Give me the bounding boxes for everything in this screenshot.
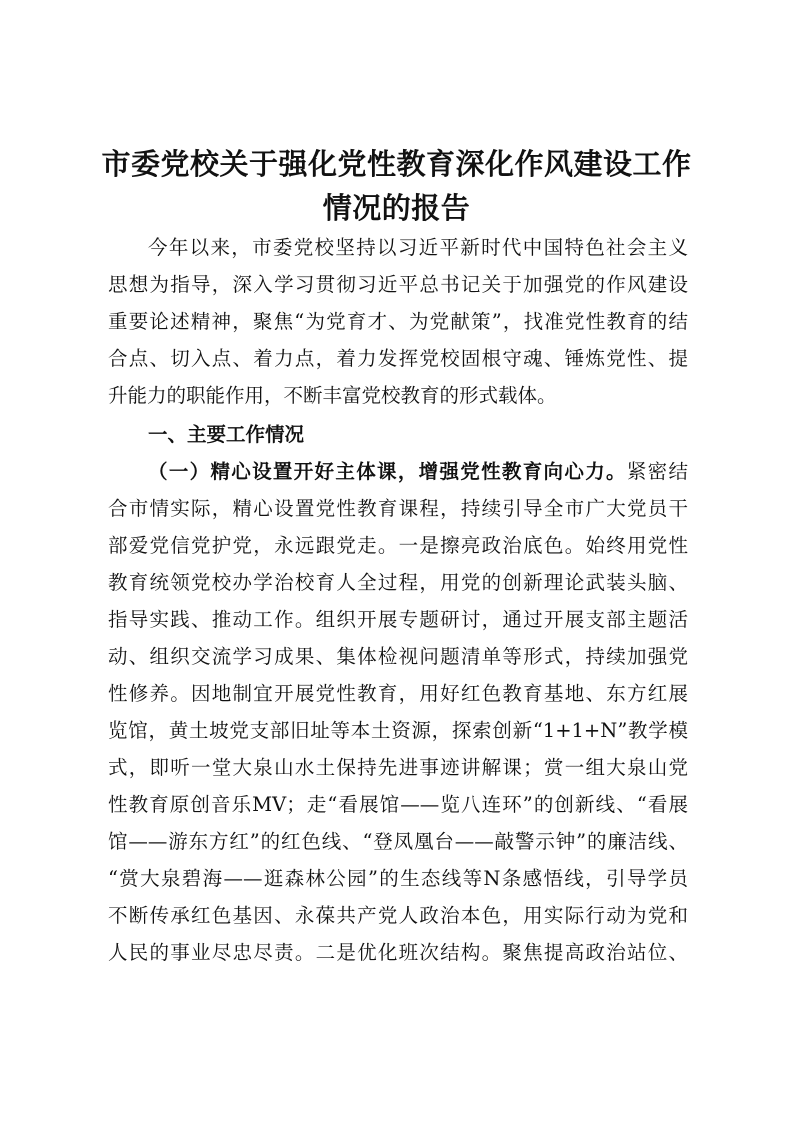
paragraph-line: 合市情实际，精心设置党性教育课程，持续引导全市广大党员干 <box>108 497 688 520</box>
paragraph-line: 览馆，黄土坡党支部旧址等本土资源，探索创新“1+1+N”教学模 <box>108 719 688 742</box>
paragraph-text: 紧密结 <box>626 460 688 483</box>
intro-line: 合点、切入点、着力点，着力发挥党校固根守魂、锤炼党性、提 <box>108 347 688 370</box>
paragraph-line: 动、组织交流学习成果、集体检视问题清单等形式，持续加强党 <box>108 645 688 668</box>
document-title-line-2: 情况的报告 <box>322 191 471 225</box>
paragraph-line: 性修养。因地制宜开展党性教育，用好红色教育基地、东方红展 <box>108 682 688 705</box>
document-title-line-1: 市委党校关于强化党性教育深化作风建设工作 <box>101 147 692 181</box>
intro-line: 升能力的职能作用，不断丰富党校教育的形式载体。 <box>108 384 557 407</box>
paragraph-line: 指导实践、推动工作。组织开展专题研讨，通过开展支部主题活 <box>108 608 688 631</box>
paragraph-first-line <box>148 457 688 487</box>
paragraph-line: 不断传承红色基因、永葆共产党人政治本色，用实际行动为党和 <box>108 904 688 927</box>
paragraph-line: “赏大泉碧海——逛森林公园”的生态线等N条感悟线，引导学员 <box>108 867 688 890</box>
paragraph-line: 部爱党信党护党，永远跟党走。一是擦亮政治底色。始终用党性 <box>108 534 688 557</box>
intro-line: 思想为指导，深入学习贯彻习近平总书记关于加强党的作风建设 <box>108 273 688 296</box>
section-heading: 一、主要工作情况 <box>148 423 305 446</box>
paragraph-line: 式，即听一堂大泉山水土保持先进事迹讲解课；赏一组大泉山党 <box>108 756 688 779</box>
paragraph-line: 教育统领党校办学治校育人全过程，用党的创新理论武装头脑、 <box>108 571 688 594</box>
intro-line: 今年以来，市委党校坚持以习近平新时代中国特色社会主义 <box>148 236 688 259</box>
subsection-heading: （一）精心设置开好主体课，增强党性教育向心力。 <box>148 460 627 483</box>
intro-line: 重要论述精神，聚焦“为党育才、为党献策”，找准党性教育的结 <box>108 310 688 333</box>
paragraph-line: 馆——游东方红”的红色线、“登凤凰台——敲警示钟”的廉洁线、 <box>108 830 688 853</box>
paragraph-line: 性教育原创音乐MV；走“看展馆——览八连环”的创新线、“看展 <box>108 793 688 816</box>
paragraph-line: 人民的事业尽忠尽责。二是优化班次结构。聚焦提高政治站位、 <box>108 941 688 964</box>
